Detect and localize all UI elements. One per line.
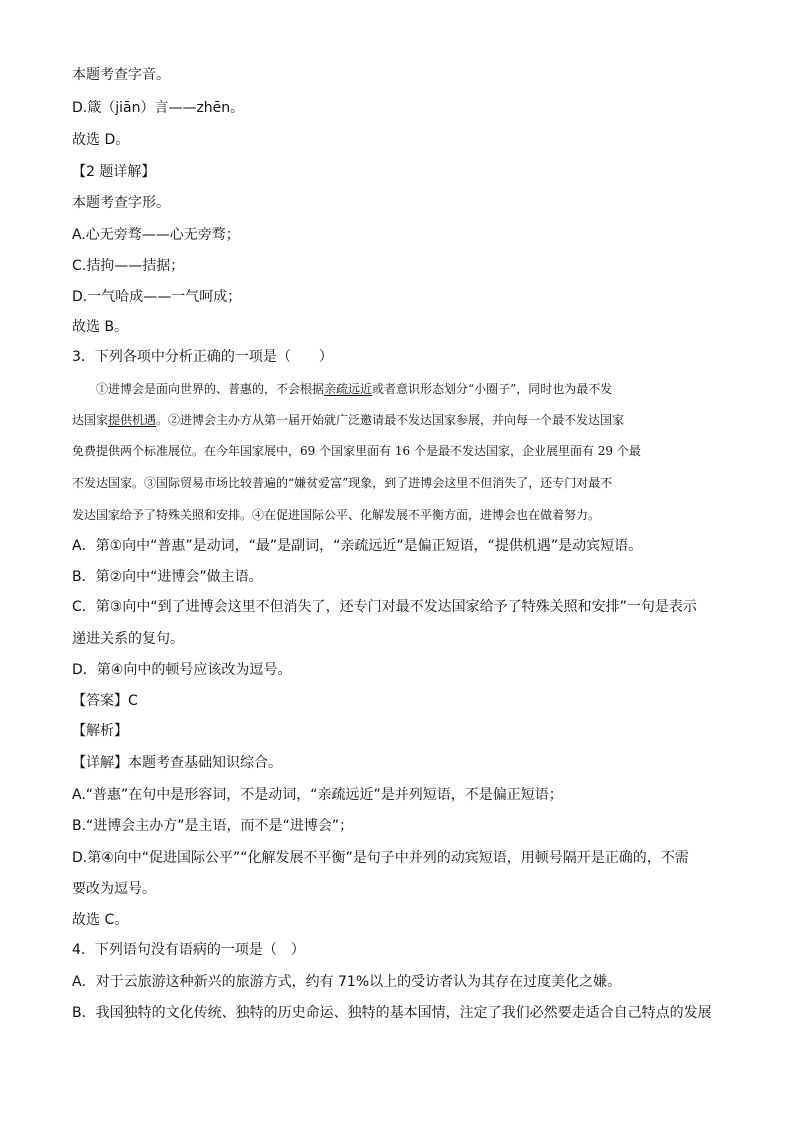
question-3: 3．下列各项中分析正确的一项是（ ） — [72, 349, 333, 365]
text-line: D.箴（jiān）言——zhēn。 — [72, 100, 245, 116]
explanation-b: B.“进博会主办方”是主语，而不是“进博会”； — [72, 818, 354, 834]
passage-line — [72, 411, 722, 429]
text-line: 本题考查字形。 — [72, 195, 170, 211]
option-a: A．第①向中“普惠”是动词，“最”是副词，“亲疏远近”是偏正短语，“提供机遇”是动宾短语。 — [72, 538, 643, 554]
explanation-d: D.第④向中“促进国际公平”“化解发展不平衡”是句子中并列的动宾短语，用顿号隔开是正确的，不需 — [72, 850, 689, 866]
underlined-phrase: 提供机遇 — [108, 413, 157, 427]
text-line: C.拮拘——拮据； — [72, 258, 185, 274]
option-c-cont: 递进关系的复句。 — [72, 631, 184, 647]
text-line: 故选 C。 — [72, 912, 129, 928]
passage-text: 达国家 — [72, 413, 109, 427]
section-heading: 【2 题详解】 — [72, 164, 156, 180]
passage-line: 发达国家给予了特殊关照和安排。④在促进国际公平、化解发展不平衡方面，进博会也在做着努力。 — [72, 508, 601, 522]
passage-line: 不发达国家。③国际贸易市场比较普遍的“嫌贫爱富”现象，到了进博会这里不但消失了，还专门对最不 — [72, 476, 613, 490]
explanation-d-cont: 要改为逗号。 — [72, 881, 156, 897]
analysis-heading: 【解析】 — [72, 723, 128, 739]
option-b: B．第②向中“进博会”做主语。 — [72, 569, 263, 585]
passage-text: 。②进博会主办方从第一届开始就广泛邀请最不发达国家参展，并向每一个最不发达国家 — [156, 413, 625, 427]
option-b: B．我国独特的文化传统、独特的历史命运、独特的基本国情，注定了我们必然要走适合自己特点的发展 — [72, 1005, 712, 1021]
underlined-phrase: 亲疏远近 — [324, 382, 373, 396]
passage-line: 免费提供两个标准展位。在今年国家展中，69 个国家里面有 16 个是最不发达国家，企业展里面有 29 个最 — [72, 444, 641, 458]
text-line: 故选 D。 — [72, 132, 130, 148]
option-a: A．对于云旅游这种新兴的旅游方式，约有 71%以上的受访者认为其存在过度美化之嫌。 — [72, 974, 622, 990]
question-4: 4．下列语句没有语病的一项是（ ） — [72, 942, 305, 958]
answer-label: 【答案】C — [72, 693, 138, 709]
text-line: D.一气哈成——一气呵成； — [72, 289, 242, 305]
passage-line — [96, 380, 746, 398]
explanation-a: A.“普惠”在句中是形容词，不是动词，“亲疏远近”是并列短语，不是偏正短语； — [72, 787, 563, 803]
option-d: D．第④向中的顿号应该改为逗号。 — [72, 662, 292, 678]
option-c: C．第③向中“到了进博会这里不但消失了，还专门对最不发达国家给予了特殊关照和安排”一句是表示 — [72, 599, 697, 615]
text-line: 本题考查字音。 — [72, 67, 170, 83]
text-line: A.心无旁骛——心无旁骛； — [72, 227, 240, 243]
detail-heading: 【详解】本题考查基础知识综合。 — [72, 755, 282, 771]
passage-text: 或者意识形态划分“小圈子”，同时也为最不发 — [372, 382, 613, 396]
passage-text: ①进博会是面向世界的、普惠的，不会根据 — [96, 382, 325, 396]
text-line: 故选 B。 — [72, 319, 129, 335]
